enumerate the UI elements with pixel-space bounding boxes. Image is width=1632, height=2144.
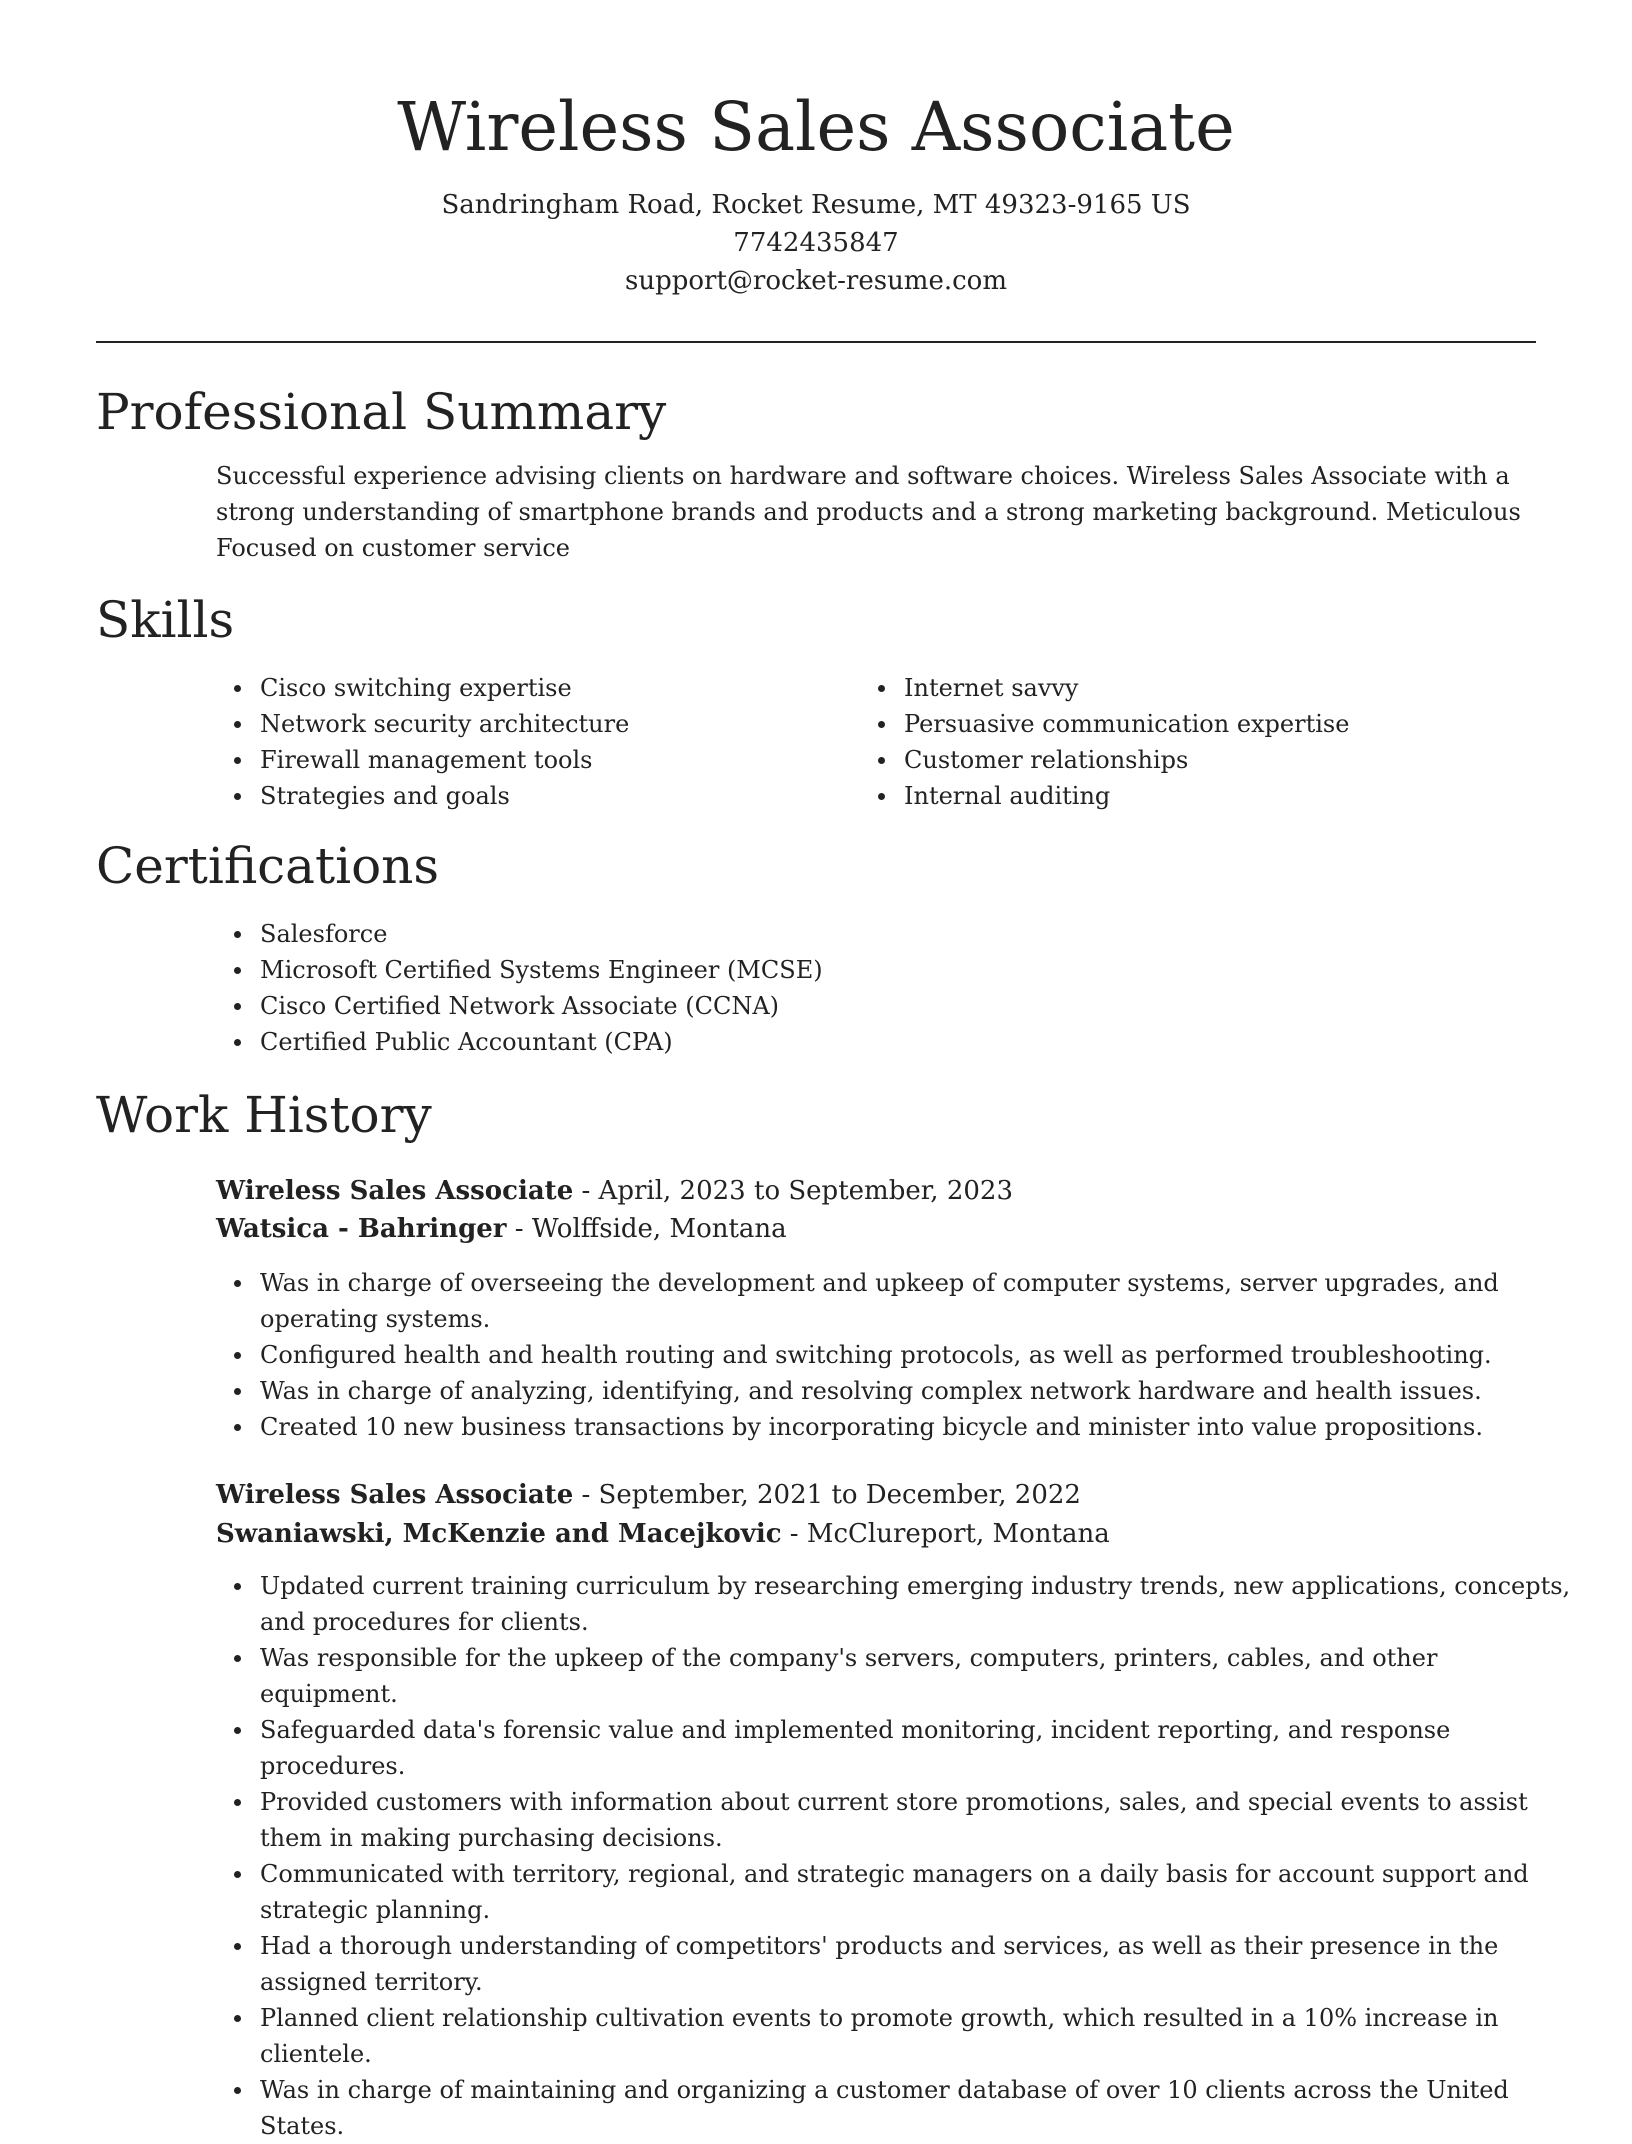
skill-item: Persuasive communication expertise: [904, 706, 1544, 742]
job-bullets: [216, 1568, 1580, 2144]
work-history-heading: Work History: [96, 1086, 432, 1144]
header-divider: [96, 341, 1536, 343]
job-bullet: Was in charge of analyzing, identifying, and resolving complex network hardware and health issues.: [260, 1373, 1580, 1409]
resume-header: [0, 0, 1632, 300]
job-bullet: Safeguarded data's forensic value and implemented monitoring, incident reporting, and response procedures.: [260, 1712, 1580, 1784]
job-bullet: Was responsible for the upkeep of the company's servers, computers, printers, cables, and other equipment.: [260, 1640, 1580, 1712]
skill-item: Strategies and goals: [260, 778, 860, 814]
job-location: - Wolffside, Montana: [506, 1214, 787, 1244]
job-bullet: Planned client relationship cultivation events to promote growth, which resulted in a 10% increase in clientele.: [260, 2000, 1580, 2072]
skill-item: Network security architecture: [260, 706, 860, 742]
job-role: Wireless Sales Associate: [216, 1176, 574, 1206]
candidate-name: Wireless Sales Associate: [397, 88, 1235, 166]
skill-item: Cisco switching expertise: [260, 670, 860, 706]
job-bullet: Was in charge of overseeing the development and upkeep of computer systems, server upgrades, and operating systems.: [260, 1265, 1580, 1337]
summary-text: Successful experience advising clients on hardware and software choices. Wireless Sales Associate with a strong understanding of smartphone brands and products and a strong marketing background. Meticulous Focused on customer service: [216, 462, 1521, 562]
skill-item: Internet savvy: [904, 670, 1544, 706]
skills-heading: Skills: [96, 591, 235, 649]
certification-item: Salesforce: [260, 916, 1560, 952]
certifications-list: [216, 916, 1560, 1060]
skills-list-left: [216, 670, 860, 814]
job-bullet: Was in charge of maintaining and organizing a customer database of over 10 clients across the United States.: [260, 2072, 1580, 2144]
certification-item: Cisco Certified Network Associate (CCNA): [260, 988, 1560, 1024]
certifications-heading: Certifications: [96, 837, 440, 895]
job-title-line: [216, 1476, 1081, 1514]
job-dates: - September, 2021 to December, 2022: [573, 1480, 1081, 1510]
job-company: Watsica - Bahringer: [216, 1214, 507, 1244]
job-company-line: [216, 1515, 1110, 1553]
job-bullet: Had a thorough understanding of competitors' products and services, as well as their presence in the assigned territory.: [260, 1928, 1580, 2000]
job-company-line: [216, 1210, 787, 1248]
job-bullet: Configured health and health routing and switching protocols, as well as performed troubleshooting.: [260, 1337, 1580, 1373]
certification-item: Microsoft Certified Systems Engineer (MCSE): [260, 952, 1560, 988]
job-company: Swaniawski, McKenzie and Macejkovic: [216, 1519, 782, 1549]
job-bullet: Communicated with territory, regional, and strategic managers on a daily basis for account support and strategic planning.: [260, 1856, 1580, 1928]
contact-block: [0, 186, 1632, 300]
skill-item: Firewall management tools: [260, 742, 860, 778]
summary-heading: Professional Summary: [96, 383, 667, 441]
job-dates: - April, 2023 to September, 2023: [573, 1176, 1013, 1206]
job-bullet: Provided customers with information about current store promotions, sales, and special events to assist them in making purchasing decisions.: [260, 1784, 1580, 1856]
skill-item: Customer relationships: [904, 742, 1544, 778]
job-bullets: [216, 1265, 1580, 1445]
job-title-line: [216, 1172, 1013, 1210]
job-role: Wireless Sales Associate: [216, 1480, 574, 1510]
job-location: - McClureport, Montana: [781, 1519, 1110, 1549]
job-bullet: Created 10 new business transactions by incorporating bicycle and minister into value propositions.: [260, 1409, 1580, 1445]
contact-phone: 7742435847: [733, 228, 899, 258]
contact-email: support@rocket-resume.com: [624, 266, 1007, 296]
job-bullet: Updated current training curriculum by researching emerging industry trends, new applications, concepts, and procedures for clients.: [260, 1568, 1580, 1640]
skills-list-right: [860, 670, 1544, 814]
skill-item: Internal auditing: [904, 778, 1544, 814]
contact-address: Sandringham Road, Rocket Resume, MT 49323-9165 US: [441, 190, 1191, 220]
certification-item: Certified Public Accountant (CPA): [260, 1024, 1560, 1060]
